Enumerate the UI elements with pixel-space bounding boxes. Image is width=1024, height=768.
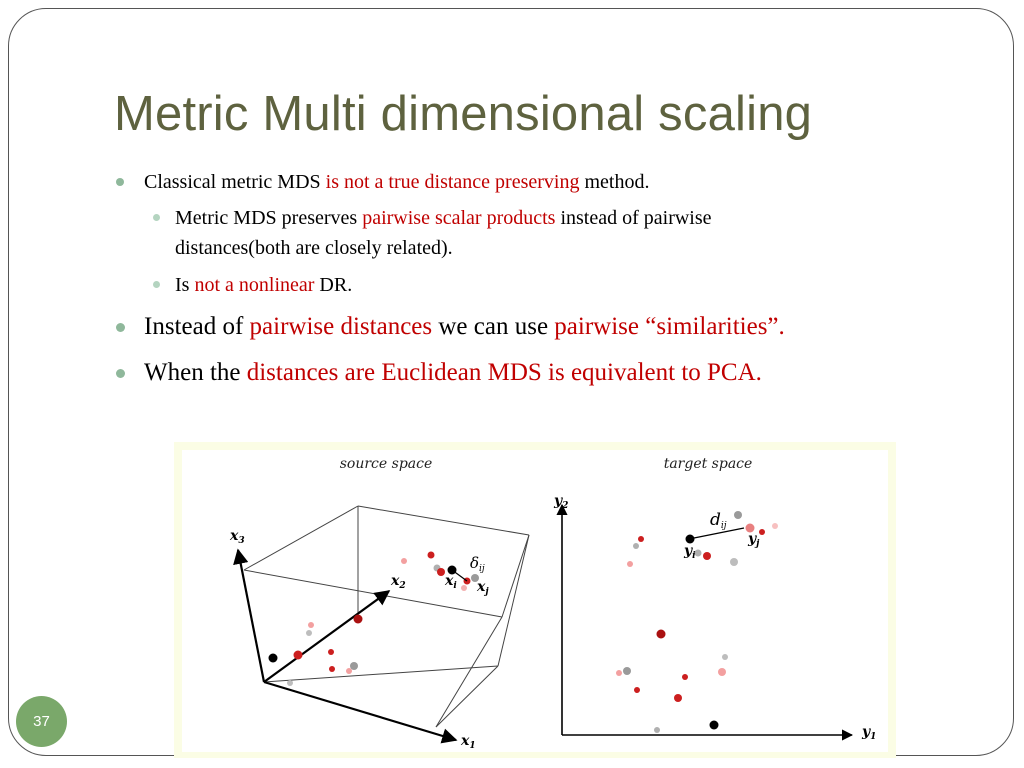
source-distance-line [452, 570, 467, 581]
bullet-dot-icon [116, 178, 124, 186]
xi-label: $x_i$ [445, 573, 457, 591]
d-ij-label: dij [710, 510, 727, 531]
target-space-label: target space [663, 456, 753, 472]
bullet-text [175, 203, 712, 263]
text-run: instead of pairwise [555, 207, 712, 229]
bullet-text [144, 311, 785, 343]
bullet-text [175, 270, 352, 300]
yi-label: $y_i$ [684, 543, 696, 561]
highlight-text: distances are Euclidean MDS is equivalent to PCA. [246, 359, 762, 386]
highlight-text: pairwise “similarities”. [554, 313, 785, 340]
text-run: Is [175, 274, 195, 296]
text-run: Instead of [144, 313, 250, 340]
highlight-text: is not a true distance preserving [325, 171, 580, 193]
x1-axis-label: $x_1$ [461, 733, 476, 751]
text-run: DR. [314, 274, 353, 296]
text-run: Metric MDS preserves [175, 207, 363, 229]
bullet-dot-icon [116, 323, 125, 332]
source-axes [238, 550, 456, 740]
highlight-text: pairwise scalar products [362, 207, 556, 229]
yj-label: $y_j$ [748, 531, 760, 549]
text-run: Classical metric MDS [144, 171, 326, 193]
bullet-text [144, 357, 762, 389]
mds-figure [174, 442, 896, 758]
page-number-badge: 37 [16, 696, 67, 747]
source-box [244, 506, 529, 727]
text-run: method. [579, 171, 650, 193]
slide-title: Metric Multi dimensional scaling [114, 87, 813, 141]
text-run: distances(both are closely related). [175, 237, 453, 259]
mds-diagram [174, 442, 896, 758]
y2-axis-label: $y_2$ [554, 493, 569, 511]
delta-ij-label: $\delta_{ij}$ [470, 554, 485, 574]
target-axes [562, 505, 852, 735]
x3-axis-label: $x_3$ [230, 528, 245, 546]
text-run: we can use [432, 313, 555, 340]
bullet-dot-icon [116, 369, 125, 378]
bullet-dot-icon [153, 214, 160, 221]
source-points [269, 552, 480, 687]
text-run: When the [144, 359, 247, 386]
bullet-dot-icon [153, 281, 160, 288]
xj-label: $x_j$ [477, 579, 489, 597]
y1-axis-label: $y_1$ [862, 724, 877, 742]
source-space-label: source space [339, 456, 433, 472]
x2-axis-label: $x_2$ [391, 573, 406, 591]
bullet-text [144, 168, 649, 196]
highlight-text: pairwise distances [249, 313, 433, 340]
highlight-text: not a nonlinear [194, 274, 315, 296]
